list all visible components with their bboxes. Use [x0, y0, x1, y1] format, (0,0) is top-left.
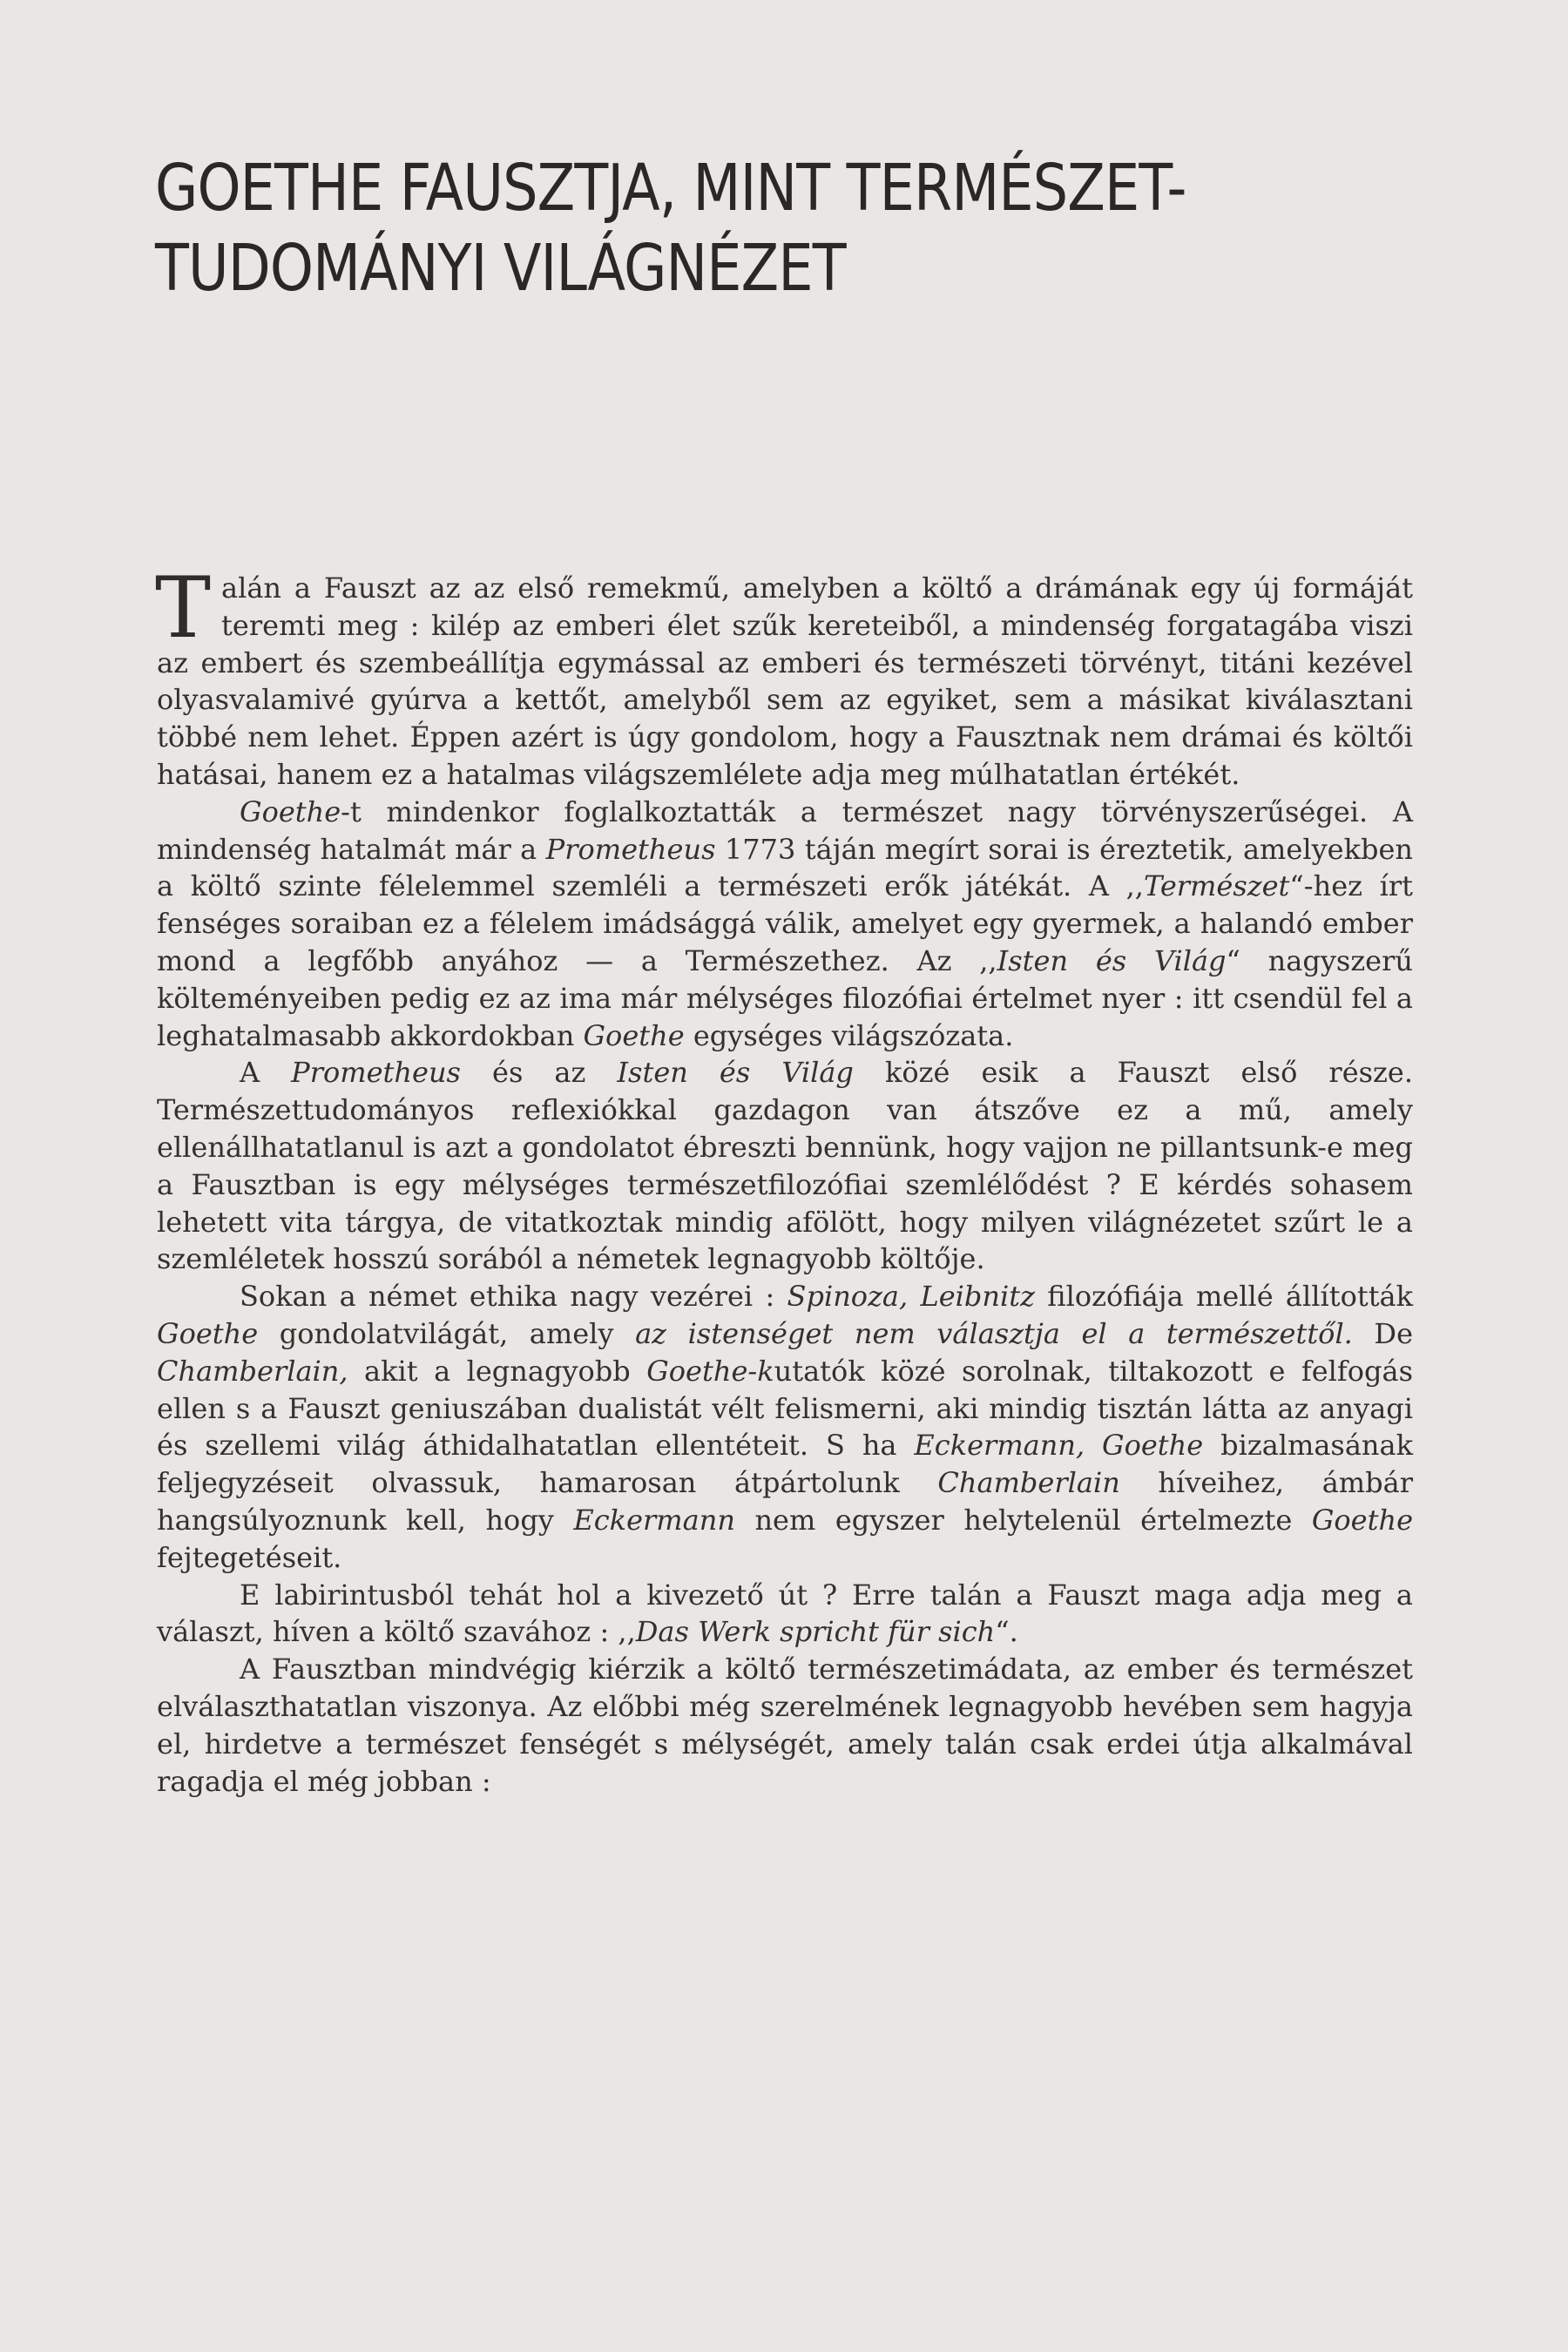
- article-body: [155, 559, 1414, 1800]
- article-title: [155, 148, 1233, 308]
- text-run: közé esik a Fauszt első része. Természettudományos reflexiókkal gazdagon van átszőve ez a mű, amely ellenállhatatlanul is azt a gondolatot ébreszti bennünk, hogy vajjon ne pillantsunk-e meg a Fausztban is egy mélységes természetfilozófiai szemlélődést ? E kérdés sohasem lehetett vita tárgya, de vitatkoztak mindig afölött, hogy milyen világnézetet szűrt le a szemléletek hosszú sorából a németek legnagyobb költője.: [157, 1056, 1414, 1276]
- italic-title: Isten és Világ: [997, 943, 1227, 977]
- text-run: akit a legnagyobb: [348, 1354, 647, 1388]
- drop-cap: T: [155, 559, 212, 657]
- italic-title: Isten és Világ: [617, 1056, 854, 1090]
- italic-title: Természet: [1143, 869, 1290, 903]
- paragraph-4: [157, 1278, 1413, 1576]
- text-run: A: [240, 1056, 292, 1090]
- italic-name: Eckermann: [573, 1503, 735, 1537]
- paragraph-6: [157, 1651, 1413, 1800]
- italic-title: Prometheus: [545, 832, 716, 866]
- text-run: és az: [460, 1056, 618, 1090]
- italic-name: Goethe: [240, 794, 341, 828]
- italic-name: Goethe: [157, 1316, 259, 1350]
- text-run: híveihez, ámbár hangsúlyoznunk kell, hogy: [157, 1466, 1413, 1537]
- paragraph-6-text: A Fausztban mindvégig kiérzik a költő természetimádata, az ember és természet elválaszthatatlan viszonya. Az előbbi még szerelmének legnagyobb hevében sem hagyja el, hirdetve a természet fenségét s mélységét, amely talán csak erdei útja alkalmával ragadja el még jobban :: [157, 1652, 1413, 1798]
- paragraph-3: [157, 1054, 1413, 1278]
- text-run: “.: [995, 1615, 1018, 1649]
- text-run: De: [1352, 1316, 1414, 1350]
- paragraph-1: [155, 559, 1413, 794]
- paragraph-5: [157, 1577, 1413, 1652]
- italic-phrase: az istenséget nem választja el a természettől.: [635, 1316, 1353, 1350]
- text-run: fejtegetéseit.: [157, 1540, 342, 1574]
- text-run: E labirintusból tehát hol a kivezető út ? Erre talán a Fauszt maga adja meg a választ, híven a költő szavához : ,,: [157, 1578, 1413, 1649]
- text-run: utatók közé sorolnak, tiltakozott e felfogás ellen s a Fauszt geniuszában dualistát vélt felismerni, aki mindig tisztán látta az anyagi és szellemi világ áthidalhatatlan ellentéteit. S ha: [157, 1354, 1413, 1463]
- text-run: egységes világszózata.: [684, 1018, 1014, 1052]
- text-run: “ nagyszerű költeményeiben pedig ez az ima már mélységes filozófiai értelmet nyer : itt csendül fel a leghatalmasabb akkordokban: [157, 943, 1414, 1052]
- text-run: gondolatvilágát, amely: [258, 1316, 636, 1350]
- italic-quote: Das Werk spricht für sich: [635, 1615, 996, 1649]
- text-run: bizalmasának feljegyzéseit olvassuk, hamarosan átpártolunk: [157, 1429, 1414, 1500]
- text-run: “-hez írt fenséges soraiban ez a félelem imádsággá válik, amelyet egy gyermek, a halandó ember mond a legfőbb anyához — a Természethez. Az ,,: [157, 869, 1414, 977]
- title-line-1: GOETHE FAUSZTJA, MINT TERMÉSZET-: [155, 151, 1186, 226]
- italic-title: Prometheus: [291, 1056, 461, 1090]
- text-run: 1773 táján megírt sorai is éreztetik, amelyekben a költő szinte félelemmel szemléli a természeti erők játékát. A ,,: [157, 832, 1414, 903]
- italic-name: Goethe: [1311, 1503, 1414, 1537]
- text-run: Sokan a német ethika nagy vezérei :: [240, 1280, 787, 1314]
- paragraph-2: [157, 794, 1413, 1055]
- italic-name: Chamberlain,: [157, 1354, 348, 1388]
- text-run: -t mindenkor foglalkoztatták a természet nagy törvényszerűségei. A mindenség hatalmát már a: [157, 794, 1413, 866]
- italic-name: Goethe-k: [646, 1354, 774, 1388]
- paragraph-1-text: alán a Fauszt az az első remekmű, amelyben a költő a drámának egy új formáját teremti meg : kilép az emberi élet szűk kereteiből, a mindenség forgatagába viszi az embert és szembeállítja egymással az emberi és természeti törvényt, titáni kezével olyasvalamivé gyúrva a kettőt, amelyből sem az egyiket, sem a másikat kiválasztani többé nem lehet. Éppen azért is úgy gondolom, hogy a Fausztnak nem drámai és költői hatásai, hanem ez a hatalmas világszemlélete adja meg múlhatatlan értékét.: [157, 571, 1413, 791]
- text-run: nem egyszer helytelenül értelmezte: [734, 1503, 1312, 1537]
- italic-name: Spinoza, Leibnitz: [787, 1280, 1035, 1314]
- title-line-2: TUDOMÁNYI VILÁGNÉZET: [155, 231, 846, 306]
- italic-name: Eckermann, Goethe: [914, 1429, 1204, 1463]
- text-run: filozófiája mellé állították: [1034, 1280, 1414, 1314]
- italic-name: Chamberlain: [937, 1466, 1120, 1500]
- italic-name: Goethe: [583, 1018, 685, 1052]
